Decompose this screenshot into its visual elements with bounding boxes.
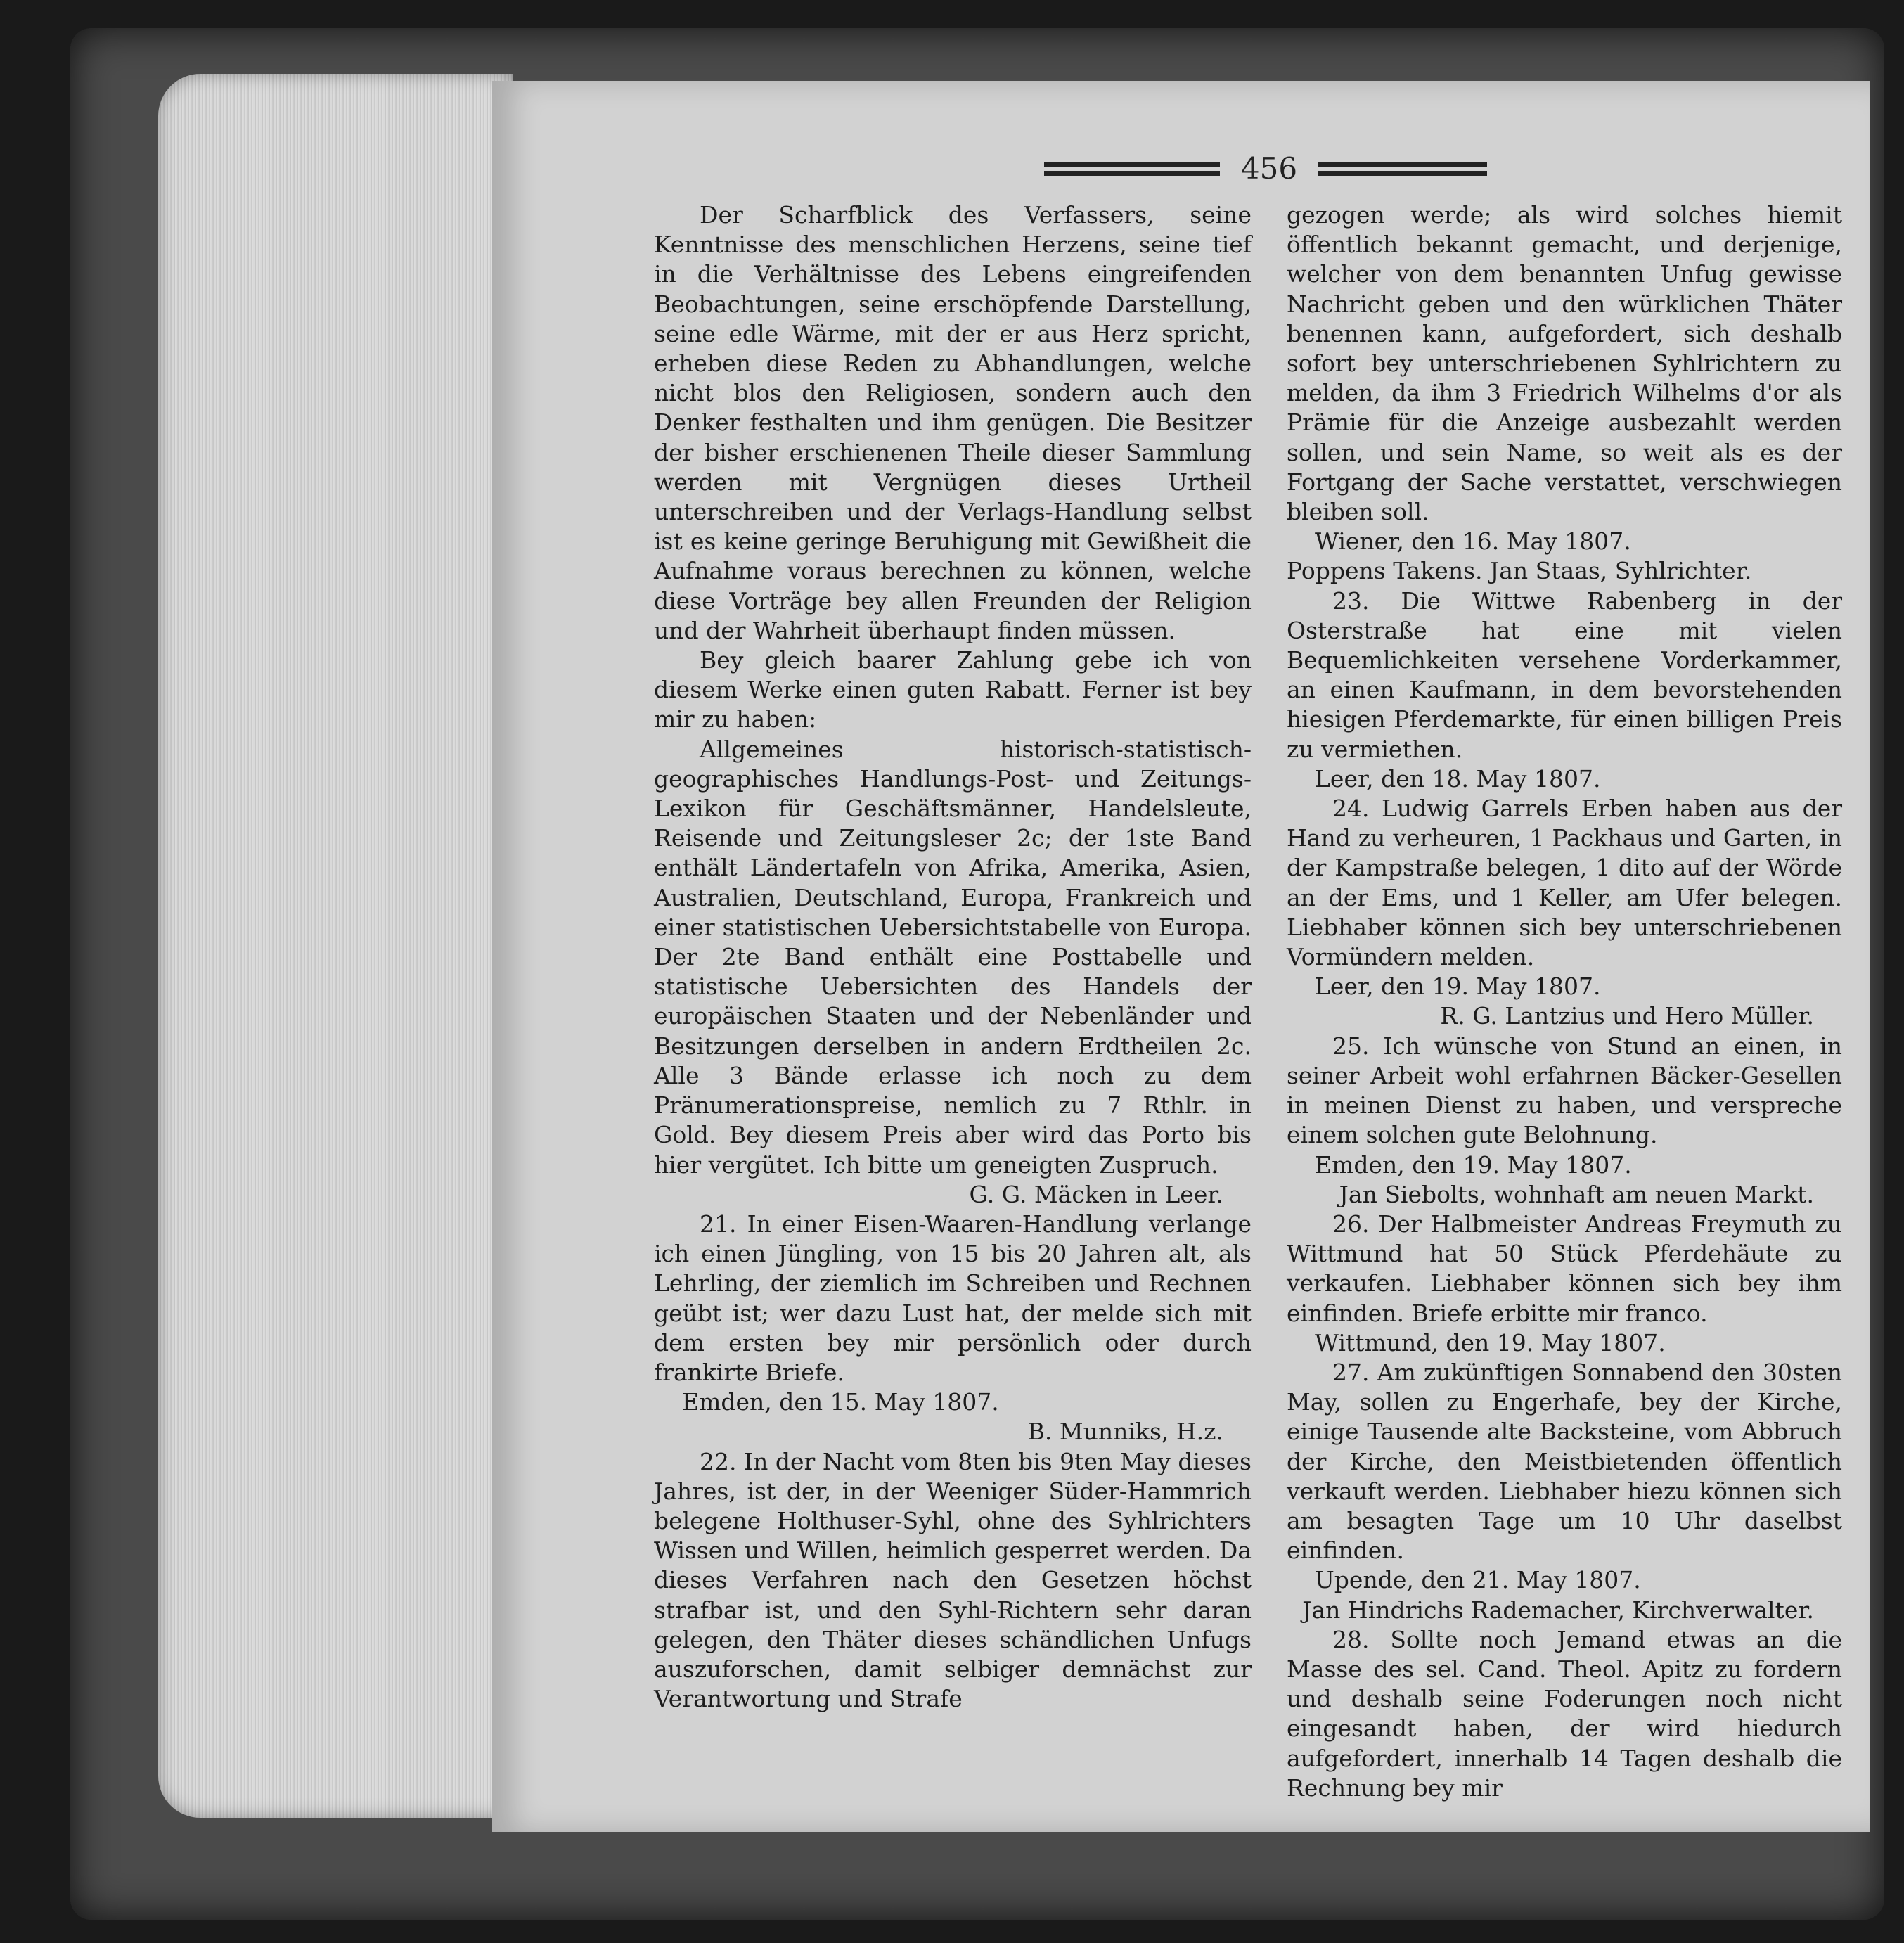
dateline: Wittmund, den 19. May 1807. <box>1315 1328 1666 1357</box>
header-rule-left <box>1044 162 1220 177</box>
notice-22: 22. In der Nacht vom 8ten bis 9ten May dieses Jahres, ist der, in der Weeniger Süder-Hammrich belegene Holthuser-Syhl, ohne des Syhlrichters Wissen und Willen, heimlich gesperret werden. Da dieses Verfahren nach den Gesetzen höchst strafbar ist, und den Syhl-Richtern sehr daran gelegen, den Thäter dieses schändlichen Unfugs auszuforschen, damit selbiger demnächst zur Verantwortung und Strafe <box>654 1447 1252 1713</box>
paragraph: Der Scharfblick des Verfassers, seine Kenntnisse des menschlichen Herzens, seine tief in die Verhältnisse des Lebens eingreifenden Beobachtungen, seine erschöpfende Darstellung, seine edle Wärme, mit der er aus Herz spricht, erheben diese Reden zu Abhandlungen, welche nicht blos den Religiosen, sondern auch den Denker festhalten und ihm genügen. Die Besitzer der bisher erschienenen Theile dieser Sammlung werden mit Vergnügen dieses Urtheil unterschreiben und der Verlags-Handlung selbst ist es keine geringe Beruhigung mit Gewißheit die Aufnahme voraus berechnen zu können, welche diese Vorträge bey allen Freunden der Religion und der Wahrheit überhaupt finden müssen. <box>654 201 1252 644</box>
left-column <box>654 200 1252 1776</box>
notice-27: 27. Am zukünftigen Sonnabend den 30sten May, sollen zu Engerhafe, bey der Kirche, einige Tausende alte Backsteine, vom Abbruch der Kirche, den Meistbietenden öffentlich verkauft werden. Liebhaber hiezu können sich am besagten Tage um 10 Uhr daselbst einfinden. <box>1287 1358 1842 1565</box>
paragraph: Allgemeines historisch-statistisch-geographisches Handlungs-Post- und Zeitungs-Lexikon für Geschäftsmänner, Handelsleute, Reisende und Zeitungsleser 2c; der 1ste Band enthält Ländertafeln von Afrika, Amerika, Asien, Australien, Deutschland, Europa, Frankreich und einer statistischen Uebersichtstabelle von Europa. Der 2te Band enthält eine Posttabelle und statistische Uebersichten des Handels der europäischen Staaten und der Nebenländer und Besitzungen derselben in andern Erdtheilen 2c. Alle 3 Bände erlasse ich noch zu dem Pränumerationspreise, nemlich zu 7 Rthlr. in Gold. Bey diesem Preis aber wird das Porto bis hier vergütet. Ich bitte um geneigten Zuspruch. <box>654 735 1252 1179</box>
page-edges <box>158 74 513 1818</box>
notice-21: 21. In einer Eisen-Waaren-Handlung verlange ich einen Jüngling, von 15 bis 20 Jahren alt, als Lehrling, der ziemlich im Schreiben und Rechnen geübt ist; wer dazu Lust hat, der melde sich mit dem ersten bey mir persönlich oder durch frankirte Briefe. <box>654 1210 1252 1386</box>
signature: R. G. Lantzius und Hero Müller. <box>1440 1002 1814 1030</box>
paragraph: Bey gleich baarer Zahlung gebe ich von diesem Werke einen guten Rabatt. Ferner ist bey mir zu haben: <box>654 646 1252 733</box>
page-number: 456 <box>1240 151 1298 186</box>
signature: Poppens Takens. Jan Staas, Syhlrichter. <box>1287 557 1752 585</box>
dateline: Emden, den 15. May 1807. <box>682 1388 999 1416</box>
dateline: Emden, den 19. May 1807. <box>1315 1150 1632 1179</box>
dateline: Wiener, den 16. May 1807. <box>1315 527 1631 556</box>
signature: Jan Hindrichs Rademacher, Kirchverwalter. <box>1302 1596 1814 1624</box>
notice-25: 25. Ich wünsche von Stund an einen, in seiner Arbeit wohl erfahrnen Bäcker-Gesellen in meinen Dienst zu haben, und verspreche einem solchen gute Belohnung. <box>1287 1032 1842 1149</box>
notice-23: 23. Die Wittwe Rabenberg in der Osterstraße hat eine mit vielen Bequemlichkeiten versehene Vorderkammer, an einen Kaufmann, in dem bevorstehenden hiesigen Pferdemarkte, für einen billigen Preis zu vermiethen. <box>1287 586 1842 763</box>
notice-26: 26. Der Halbmeister Andreas Freymuth zu Wittmund hat 50 Stück Pferdehäute zu verkaufen. Liebhaber können sich bey ihm einfinden. Briefe erbitte mir franco. <box>1287 1210 1842 1327</box>
header-rule-right <box>1318 162 1487 177</box>
signature: G. G. Mäcken in Leer. <box>969 1180 1223 1208</box>
dateline: Leer, den 18. May 1807. <box>1315 764 1601 793</box>
notice-24: 24. Ludwig Garrels Erben haben aus der Hand zu verheuren, 1 Packhaus und Garten, in der Kampstraße belegen, 1 dito auf der Wörde an der Ems, und 1 Keller, am Ufer belegen. Liebhaber können sich bey unterschriebenen Vormündern melden. <box>1287 795 1842 971</box>
signature: B. Munniks, H.z. <box>1027 1418 1223 1446</box>
dateline: Upende, den 21. May 1807. <box>1315 1566 1641 1594</box>
notice-28: 28. Sollte noch Jemand etwas an die Masse des sel. Cand. Theol. Apitz zu fordern und deshalb seine Foderungen noch nicht eingesandt haben, der wird hiedurch aufgefordert, innerhalb 14 Tagen deshalb die Rechnung bey mir <box>1287 1625 1842 1802</box>
signature: Jan Siebolts, wohnhaft am neuen Markt. <box>1339 1180 1814 1208</box>
dateline: Leer, den 19. May 1807. <box>1315 973 1601 1001</box>
right-column <box>1287 200 1842 1802</box>
paragraph-continued: gezogen werde; als wird solches hiemit öffentlich bekannt gemacht, und derjenige, welcher von dem benannten Unfug gewisse Nachricht geben und den würklichen Thäter benennen kann, aufgefordert, sich deshalb sofort bey unterschriebenen Syhlrichtern zu melden, da ihm 3 Friedrich Wilhelms d'or als Prämie für die Anzeige ausbezahlt werden sollen, und sein Name, so weit als es der Fortgang der Sache verstattet, verschwiegen bleiben soll. <box>1287 201 1842 526</box>
